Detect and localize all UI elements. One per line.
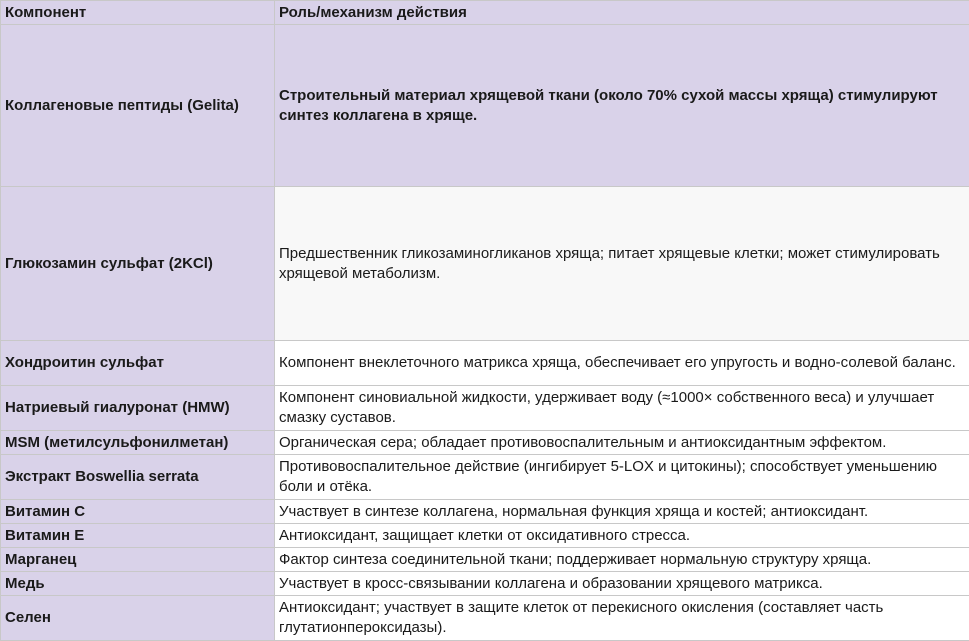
component-role: Органическая сера; обладает противовоспалительным и антиоксидантным эффектом. (275, 431, 969, 455)
component-role: Участвует в кросс-связывании коллагена и образовании хрящевого матрикса. (275, 572, 969, 596)
table-row (1, 431, 969, 455)
component-name: Глюкозамин сульфат (2KCl) (1, 187, 275, 341)
table-row (1, 455, 969, 500)
component-role: Антиоксидант, защищает клетки от оксидативного стресса. (275, 524, 969, 548)
header-role: Роль/механизм действия (275, 1, 969, 25)
component-role: Фактор синтеза соединительной ткани; поддерживает нормальную структуру хряща. (275, 548, 969, 572)
table-row (1, 548, 969, 572)
header-row (1, 1, 969, 25)
component-role: Компонент синовиальной жидкости, удерживает воду (≈1000× собственного веса) и улучшает смазку суставов. (275, 386, 969, 431)
component-name: Селен (1, 596, 275, 641)
component-role: Противовоспалительное действие (ингибирует 5-LOX и цитокины); способствует уменьшению боли и отёка. (275, 455, 969, 500)
component-name: Витамин C (1, 500, 275, 524)
header-component: Компонент (1, 1, 275, 25)
component-role: Антиоксидант; участвует в защите клеток от перекисного окисления (составляет часть глутатионпероксидазы). (275, 596, 969, 641)
component-name: Натриевый гиалуронат (HMW) (1, 386, 275, 431)
component-role: Предшественник гликозаминогликанов хряща; питает хрящевые клетки; может стимулировать хрящевой метаболизм. (275, 187, 969, 341)
component-name: Экстракт Boswellia serrata (1, 455, 275, 500)
component-name: Медь (1, 572, 275, 596)
component-role: Компонент внеклеточного матрикса хряща, обеспечивает его упругость и водно-солевой баланс. (275, 341, 969, 386)
table-row (1, 187, 969, 341)
table-row (1, 25, 969, 187)
table-row (1, 572, 969, 596)
table-row (1, 524, 969, 548)
component-name: Коллагеновые пептиды (Gelita) (1, 25, 275, 187)
component-role: Строительный материал хрящевой ткани (около 70% сухой массы хряща) стимулируют синтез коллагена в хряще. (275, 25, 969, 187)
table-row (1, 596, 969, 641)
table-row (1, 500, 969, 524)
component-name: Марганец (1, 548, 275, 572)
component-role: Участвует в синтезе коллагена, нормальная функция хряща и костей; антиоксидант. (275, 500, 969, 524)
table-row (1, 386, 969, 431)
component-name: Витамин E (1, 524, 275, 548)
component-name: MSM (метилсульфонилметан) (1, 431, 275, 455)
component-name: Хондроитин сульфат (1, 341, 275, 386)
table-row (1, 341, 969, 386)
